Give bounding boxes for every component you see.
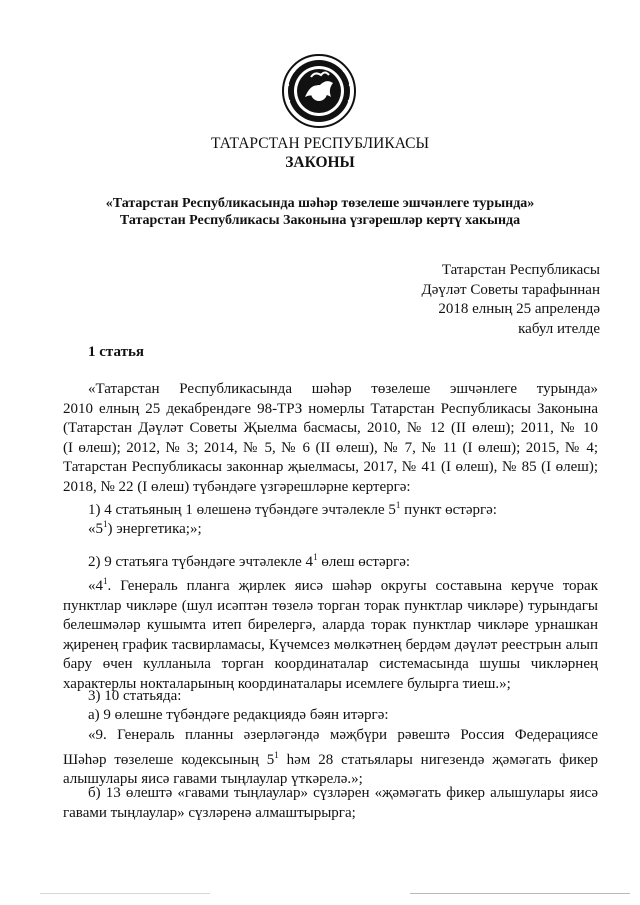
scan-edge-line [40,893,210,894]
item-2-quote [63,572,598,694]
text-line: «$4^1$. Генераль планга җирлек яисә шәһәр округы составына керүче торак [88,576,598,594]
text-line: (I өлеш); 2012, № 3; 2014, № 5, № 6 (II өлеш), № 7, № 11 (I өлеш); 2015, № 4; [63,439,598,456]
adoption-line: кабул ителде [518,320,600,337]
article-intro [63,380,598,497]
adoption-block [422,261,600,339]
text-line: 2010 елның 25 декабрендәге 98-ТРЗ номерлы Татарстан Республикасы Законына [63,400,598,417]
item-3-quote [63,726,598,790]
text-line: бару өчен кулланыла торган координаталар системасында шушы чикләрнең [63,656,598,672]
item-1: 1) 4 статьяның 1 өлешенә түбәндәге эчтәлекле $5^1$ пункт өстәргә: [88,500,497,518]
article-heading: 1 статья [88,344,144,360]
item-3: 3) 10 статьяда: [88,688,182,704]
item-1-quote: «$5^1$) энергетика;»; [88,519,202,537]
item-2: 2) 9 статьяга түбәндәге эчтәлекле $4^1$ өлеш өстәргә: [88,552,411,570]
scan-edge-line [410,893,630,894]
text-line: Шәһәр төзелеше кодексының $5^1$ һәм 28 статьялары нигезендә җәмәгать фикер [63,749,599,768]
text-line: 2018, № 22 (I өлеш) түбәндәге үзгәрешләрне кертергә: [63,478,411,495]
text-line: «9. Генераль планны әзерләгәндә мәҗбүри рәвештә Россия Федерациясе [88,727,598,743]
adoption-line: Дәүләт Советы тарафыннан [421,281,600,298]
text-line: гавами тыңлаулар» сүзләренә алмаштырырга; [63,804,356,821]
text-line: җиренең график тасвирламасы, Күчемсез мөлкәтнең бердәм дәүләт реестрын алып [63,636,598,653]
tatarstan-emblem [281,53,357,129]
text-line: характерлы нокталарының координаталары исемлеге булырга тиеш.»; [63,675,511,692]
item-3-b [63,784,598,823]
law-title: ЗАКОНЫ [285,154,355,171]
text-line: Татарстан Республикасы законнар җыелмасы, 2017, № 41 (I өлеш), № 85 (I өлеш); [63,459,598,475]
republic-title: ТАТАРСТАН РЕСПУБЛИКАСЫ [211,135,429,152]
text-line: белешмәләр кушымта итеп бирелергә, аларда торак пунктлар чикләре урнашкан [63,617,598,633]
text-line: пунктлар чикләре (шул исәптән төзелә торган торак пунктлар чикләре) турындагы [63,597,598,614]
text-line: алышулары яисә гавами тыңлаулар үткәрелә.»; [63,771,363,787]
adoption-line: Татарстан Республикасы [441,262,600,278]
law-subject-line-1: «Татарстан Республикасында шәһәр төзелеше эшчәнлеге турында» [105,196,535,211]
text-line: б) 13 өлештә «гавами тыңлаулар» сүзләрен «җәмәгать фикер алышулары яисә [88,785,598,801]
item-3-a: а) 9 өлешне түбәндәге редакциядә бәян итәргә: [88,707,389,723]
law-subject-line-2: Татарстан Республикасы Законына үзгәрешләр кертү хакында [119,213,521,228]
text-line: «Татарстан Республикасында шәһәр төзелеше эшчәнлеге турында» [88,381,598,397]
adoption-line: 2018 елның 25 апрелендә [438,301,600,317]
text-line: (Татарстан Дәүләт Советы Җыелма басмасы, 2010, № 12 (II өлеш); 2011, № 10 [63,420,598,436]
